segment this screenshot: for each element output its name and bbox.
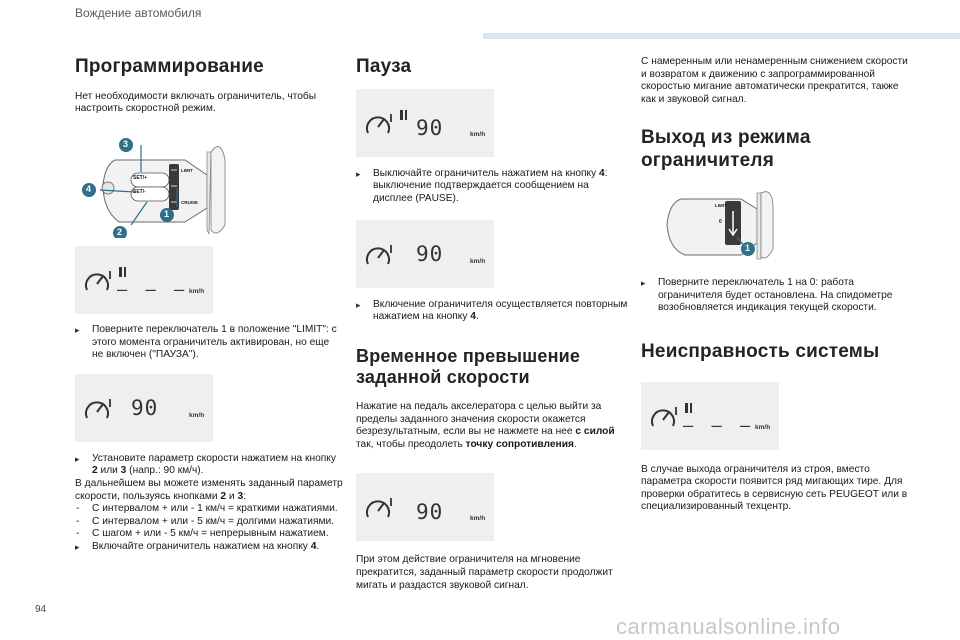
overspeed-result-text: При этом действие ограничителя на мгновение прекратится, заданный параметр скорости продолжит мигать и раздастся звуковой сигнал. [356, 554, 613, 591]
display-panel-paused-dashes [75, 246, 213, 314]
display-value: – – – [117, 279, 189, 300]
malfunction-text: В случае выхода ограничителя из строя, вместо параметра скорости появится ряд мигающих тире. Для проверки обратитесь в сервисную сеть PEUGEOT или в специализированный техцентр. [641, 463, 908, 513]
heading-programming: Программирование [75, 56, 264, 77]
display-value: 90 [416, 241, 444, 266]
lever-label-setplus: SET/+ [133, 174, 148, 181]
adjust-text: В дальнейшем вы можете изменять заданный параметр скорости, пользуясь кнопками 2 и 3: [75, 477, 343, 502]
step-set-speed: ▸ Установите параметр скорости нажатием на кнопку 2 или 3 (напр.: 90 км/ч). [75, 453, 343, 478]
display-panel-overspeed [356, 473, 494, 541]
heading-temporary-overspeed: Временное превышение заданной скорости [356, 345, 581, 388]
dash-item: - С шагом + или - 5 км/ч = непрерывным нажатием. [75, 528, 343, 541]
heading-exit-limiter: Выход из режима ограничителя [641, 127, 811, 172]
display-unit: km/h [189, 287, 205, 295]
display-unit: km/h [470, 515, 486, 523]
dash-item: - С интервалом + или - 1 км/ч = краткими нажатиями. [75, 503, 343, 516]
callout-3: 3 [123, 138, 129, 149]
header-band [483, 33, 960, 39]
header-section-title: Вождение автомобиля [75, 6, 202, 20]
speed-limiter-icon [83, 268, 113, 294]
display-panel-pause [356, 89, 494, 157]
dash-item: - С интервалом + или - 5 км/ч = долгими нажатиями. [75, 516, 343, 529]
column-pause [356, 56, 628, 592]
display-value: 90 [416, 500, 444, 525]
speed-limiter-icon [364, 495, 394, 521]
lever-label-limit: LIMIT [181, 167, 193, 173]
speed-limiter-icon [83, 396, 113, 422]
display-unit: km/h [189, 411, 205, 419]
intro-text: Нет необходимости включать ограничитель, чтобы настроить скоростной режим. [75, 90, 317, 115]
display-panel-set-90 [75, 374, 213, 442]
pause-icon [400, 110, 408, 120]
lever-label-zero: 0 [719, 218, 722, 225]
heading-pause: Пауза [356, 56, 412, 77]
speed-reduction-text: С намеренным или ненамеренным снижением скорости и возвратом к движению с запрограммированной скоростью мигание автоматически прекратится, также как и звуковой сигнал. [641, 56, 908, 105]
column-programming [75, 56, 343, 554]
speed-limiter-icon [364, 242, 394, 268]
display-panel-malfunction [641, 382, 779, 450]
heading-malfunction: Неисправность системы [641, 340, 880, 362]
step-deactivate: ▸ Выключайте ограничитель нажатием на кнопку 4: выключение подтверждается сообщением на дисплее (PAUSE). [356, 168, 628, 206]
speed-limiter-icon [364, 111, 394, 137]
page-number: 94 [35, 604, 47, 615]
watermark: carmanualsonline.info [616, 614, 841, 639]
display-value: – – – [683, 415, 755, 436]
step-turn-to-zero: ▸ Поверните переключатель 1 на 0: работа ограничителя будет остановлена. На спидометре возобновляется индикация текущей скорости. [641, 277, 911, 315]
display-value: 90 [416, 115, 444, 140]
column-exit [641, 56, 911, 514]
lever-label-limit: LIMIT [715, 202, 727, 208]
callout-1: 1 [164, 208, 170, 219]
lever-illustration-exit [641, 189, 911, 261]
display-unit: km/h [755, 423, 771, 431]
pause-icon [685, 403, 693, 413]
pause-icon [119, 267, 127, 277]
display-value: 90 [131, 395, 159, 420]
callout-4: 4 [86, 183, 92, 194]
lever-illustration [75, 130, 343, 238]
step-turn-to-limit: ▸ Поверните переключатель 1 в положение "LIMIT": с этого момента ограничитель активирован, но еще не включен ("ПАУЗА"). [75, 324, 343, 362]
lever-label-cruise: CRUISE [181, 199, 199, 205]
lever-label-setminus: SET/- [133, 188, 146, 195]
display-panel-active [356, 220, 494, 288]
callout-1: 1 [745, 242, 751, 253]
display-unit: km/h [470, 130, 486, 138]
callout-2: 2 [117, 226, 123, 237]
step-reactivate: ▸ Включение ограничителя осуществляется повторным нажатием на кнопку 4. [356, 299, 628, 324]
step-activate: ▸ Включайте ограничитель нажатием на кнопку 4. [75, 541, 343, 554]
display-unit: km/h [470, 257, 486, 265]
overspeed-text: Нажатие на педаль акселератора с целью выйти за пределы заданного значения скорости окажется безрезультатным, если вы не нажмете на нее с силой так, чтобы преодолеть точку сопротивления. [356, 400, 615, 450]
speed-limiter-icon [649, 404, 679, 430]
